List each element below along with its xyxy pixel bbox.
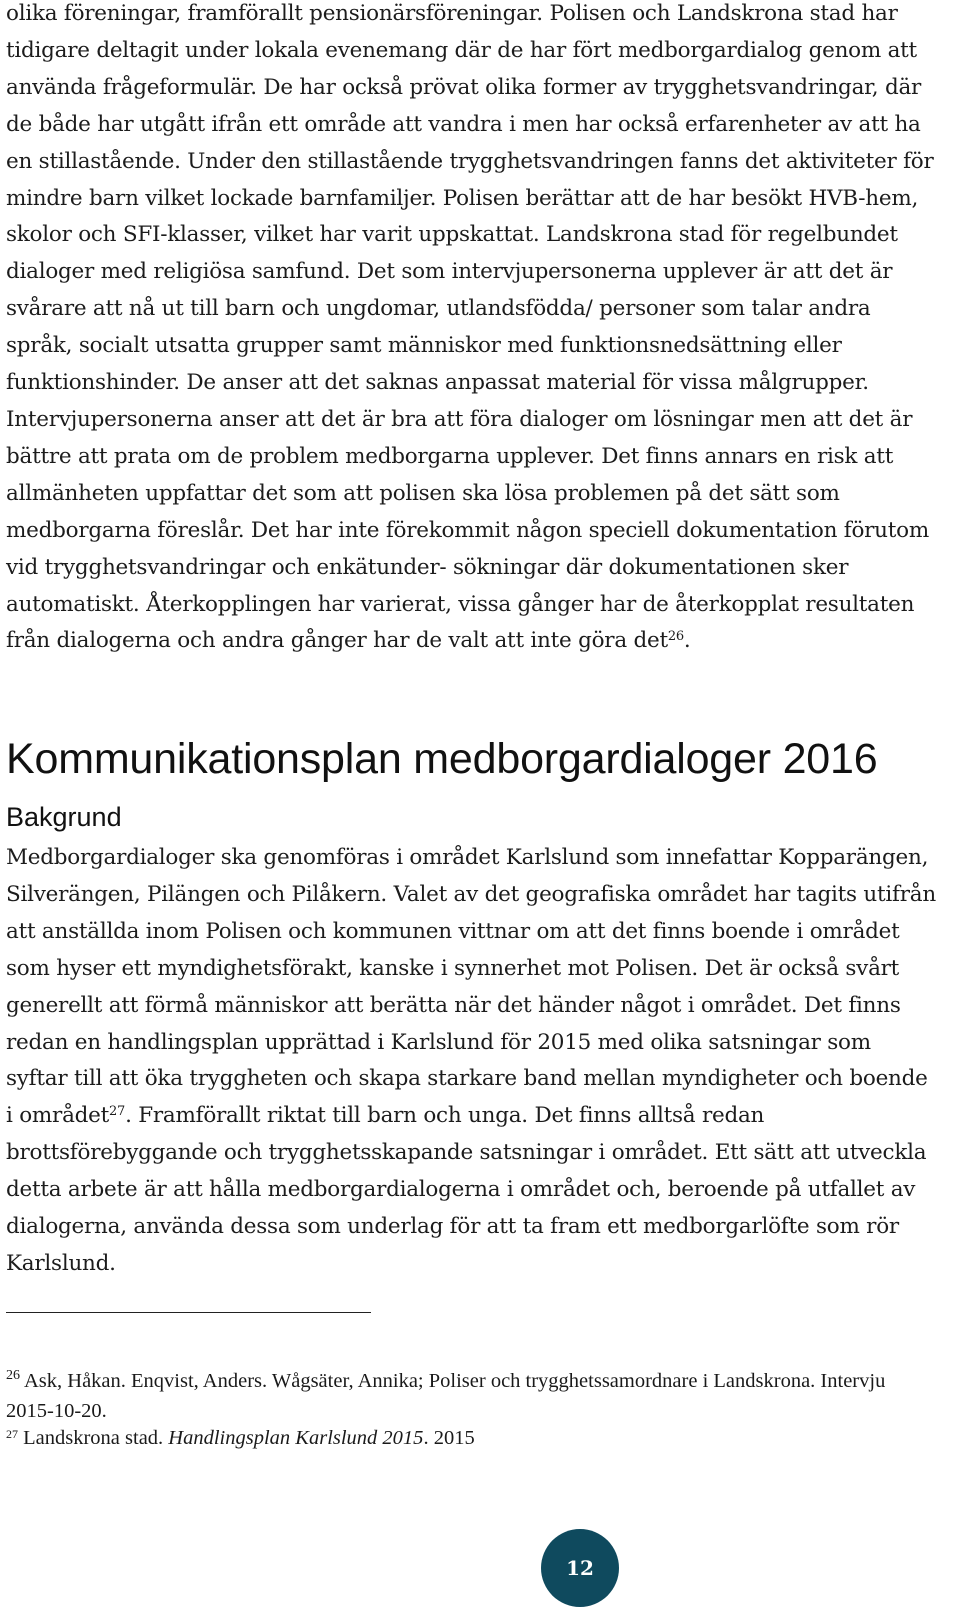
section-subheading: Bakgrund <box>6 802 122 832</box>
footnote-number: 26 <box>6 1368 20 1383</box>
body-paragraph-2 <box>6 840 938 1283</box>
section-heading: Kommunikationsplan medborgardialoger 2016 <box>6 735 878 783</box>
paragraph-1-end: . <box>683 628 691 654</box>
footnote-text-after: . 2015 <box>423 1427 475 1449</box>
paragraph-2-text-continued: . Framförallt riktat till barn och unga. Det finns alltså redan brottsförebyggande och trygghetsskapande satsningar i området. Ett sätt att utveckla detta arbete är att hålla medborgardialogerna i området och, beroende på utfallet av dialogerna, använda dessa som underlag för att ta fram ett medborgarlöfte som rör Karlslund. <box>6 1103 927 1276</box>
paragraph-2-text: Medborgardialoger ska genomföras i området Karlslund som innefattar Kopparängen, Silverängen, Pilängen och Pilåkern. Valet av det geografiska området har tagits utifrån att anställda inom Polisen och kommunen vittnar om att det finns boende i området som hyser ett myndighetsförakt, kanske i synnerhet mot Polisen. Det är också svårt generellt att förmå människor att berätta när det händer något i området. Det finns redan en handlingsplan upprättad i Karlslund för 2015 med olika satsningar som syftar till att öka tryggheten och skapa starkare band mellan myndigheter och boende i området <box>6 845 936 1129</box>
footnote-number: 27 <box>6 1427 18 1441</box>
footnotes <box>6 1366 926 1453</box>
body-paragraph-1 <box>6 0 938 660</box>
paragraph-1-text: olika föreningar, framförallt pensionärsföreningar. Polisen och Landskrona stad har tidigare deltagit under lokala evenemang där de har fört medborgardialog genom att använda frågeformulär. De har också prövat olika former av trygghetsvandringar, där de både har utgått ifrån ett område att vandra i men har också erfarenheter av att ha en stillastående. Under den stillastående trygghetsvandringen fanns det aktiviteter för mindre barn vilket lockade barnfamiljer. Polisen berättar att de har besökt HVB-hem, skolor och SFI-klasser, vilket har varit uppskattat. Landskrona stad för regelbundet dialoger med religiösa samfund. Det som intervjupersonerna upplever är att det är svårare att nå ut till barn och ungdomar, utlandsfödda/ personer som talar andra språk, socialt utsatta grupper samt människor med funktionsnedsättning eller funktionshinder. De anser att det saknas anpassat material för vissa målgrupper. Intervjupersonerna anser att det är bra att föra dialoger om lösningar men att det är bättre att prata om de problem medborgarna upplever. Det finns annars en risk att allmänheten uppfattar det som att polisen ska lösa problemen på det sätt som medborgarna föreslår. Det har inte förekommit någon speciell dokumentation förutom vid trygghetsvandringar och enkätunder- sökningar där dokumentationen sker automatiskt. Återkopplingen har varierat, vissa gånger har de återkopplat resultaten från dialogerna och andra gånger har de valt att inte göra det <box>6 1 934 654</box>
page-number: 12 <box>566 1556 594 1580</box>
footnote-text: Ask, Håkan. Enqvist, Anders. Wågsäter, Annika; Poliser och trygghetssamordnare i Landskrona. Intervju 2015-10-20. <box>6 1370 886 1422</box>
footnote-27 <box>6 1423 926 1453</box>
footnote-text: Landskrona stad. <box>23 1427 169 1449</box>
page-number-badge <box>541 1529 619 1607</box>
footnote-ref-26[interactable]: 26 <box>667 629 684 645</box>
footnote-divider <box>6 1312 371 1313</box>
footnote-ref-27[interactable]: 27 <box>109 1104 126 1120</box>
footnote-title-italic: Handlingsplan Karlslund 2015 <box>168 1427 424 1449</box>
footnote-26 <box>6 1366 926 1426</box>
